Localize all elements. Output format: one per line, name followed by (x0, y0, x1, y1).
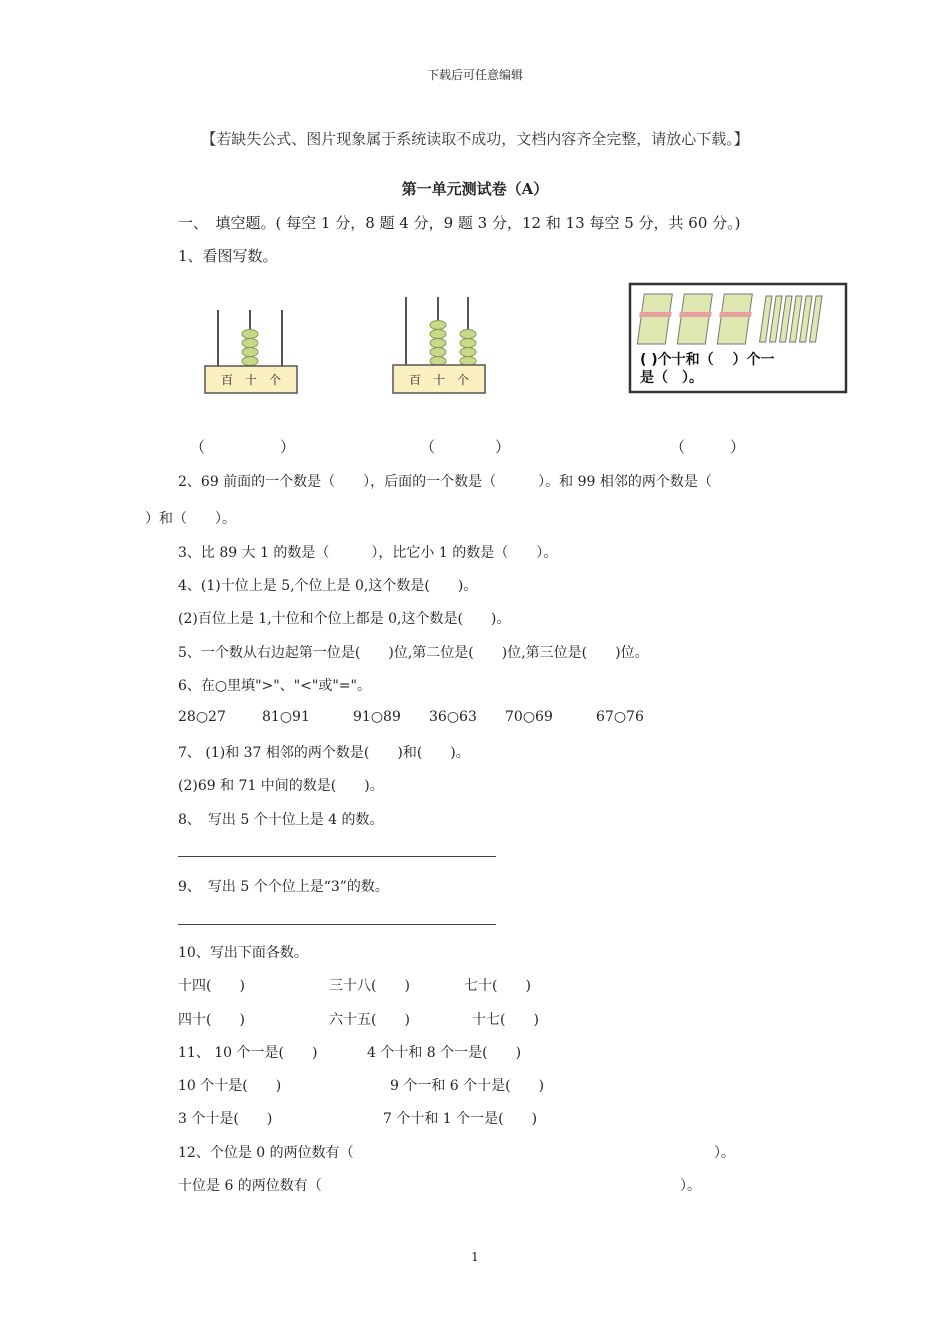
section-heading: 一、 填空题。( 每空 1 分，8 题 4 分，9 题 3 分，12 和 13 每空 5 分，共 60 分。) (178, 214, 741, 232)
page-number: 1 (471, 1250, 479, 1264)
q10-item: 十七( ) (472, 1012, 539, 1028)
abacus-beads (242, 330, 258, 366)
question-7: 7、 (1)和 37 相邻的两个数是( )和( )。 (178, 745, 470, 761)
compare-item: 36○63 (429, 709, 477, 725)
question-2-cont: ）和（ ）。 (145, 511, 236, 527)
question-2: 2、69 前面的一个数是（ ），后面的一个数是（ ）。和 99 相邻的两个数是（ (178, 474, 712, 490)
answer-blank-2[interactable]: （ ） (420, 438, 511, 456)
question-1: 1、看图写数。 (178, 247, 278, 265)
q10-item: 十四( ) (178, 978, 245, 994)
question-3: 3、比 89 大 1 的数是（ ），比它小 1 的数是（ ）。 (178, 545, 558, 561)
question-8: 8、 写出 5 个十位上是 4 的数。 (178, 812, 384, 828)
stick-bundles-figure (628, 282, 848, 394)
compare-item: 91○89 (353, 709, 401, 725)
q10-item: 四十( ) (178, 1012, 245, 1028)
question-4: 4、(1)十位上是 5,个位上是 0,这个数是( )。 (178, 578, 478, 594)
q11-item: 3 个十是( ) (178, 1111, 273, 1127)
question-12: 12、个位是 0 的两位数有（ (178, 1145, 354, 1161)
answer-line[interactable] (178, 924, 496, 925)
question-12-end: ）。 (714, 1145, 735, 1161)
bundle-caption: 是（ ）。 (640, 370, 703, 386)
question-10: 10、写出下面各数。 (178, 945, 308, 961)
q11-item: 9 个一和 6 个十是( ) (390, 1078, 545, 1094)
header-note: 下载后可任意编辑 (426, 68, 523, 82)
question-7-part2: (2)69 和 71 中间的数是( )。 (178, 778, 384, 794)
answer-blank-3[interactable]: （ ） (670, 438, 746, 456)
download-notice: 【若缺失公式、图片现象属于系统读取不成功，文档内容齐全完整，请放心下载。】 (201, 130, 749, 148)
question-9: 9、 写出 5 个个位上是“3”的数。 (178, 879, 389, 895)
abacus-figure-1 (200, 305, 302, 397)
question-11: 11、 10 个一是( ) (178, 1045, 318, 1061)
abacus-label: 百 十 个 (408, 373, 470, 387)
page-title: 第一单元测试卷（A） (401, 180, 549, 198)
q11-item: 7 个十和 1 个一是( ) (383, 1111, 538, 1127)
q11-item: 4 个十和 8 个一是( ) (367, 1045, 522, 1061)
q10-item: 七十( ) (464, 978, 531, 994)
abacus-beads (430, 321, 476, 366)
bundle-caption: ( )个十和（ ）个一 (640, 352, 775, 368)
compare-item: 70○69 (505, 709, 553, 725)
q10-item: 三十八( ) (329, 978, 410, 994)
question-12-part2: 十位是 6 的两位数有（ (178, 1178, 322, 1194)
q10-item: 六十五( ) (329, 1012, 410, 1028)
question-5: 5、一个数从右边起第一位是( )位,第二位是( )位,第三位是( )位。 (178, 645, 649, 661)
q11-item: 10 个十是( ) (178, 1078, 282, 1094)
question-12-part2-end: ）。 (680, 1178, 701, 1194)
abacus-label: 百 十 个 (220, 373, 282, 387)
answer-blank-1[interactable]: （ ） (190, 438, 296, 456)
compare-item: 28○27 (178, 709, 226, 725)
abacus-figure-2 (388, 293, 490, 397)
compare-item: 67○76 (596, 709, 644, 725)
compare-item: 81○91 (262, 709, 310, 725)
question-6: 6、在○里填">"、"<"或"="。 (178, 678, 371, 694)
question-4-part2: (2)百位上是 1,十位和个位上都是 0,这个数是( )。 (178, 611, 511, 627)
answer-line[interactable] (178, 856, 496, 857)
